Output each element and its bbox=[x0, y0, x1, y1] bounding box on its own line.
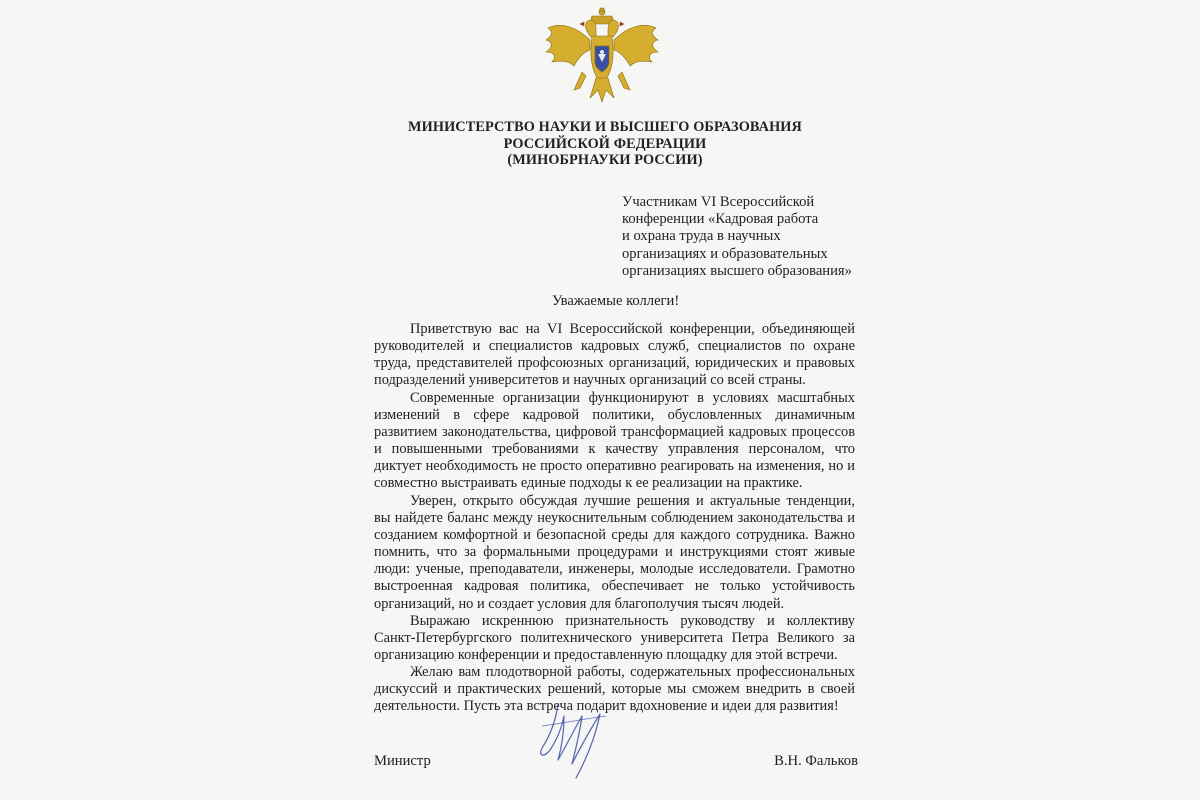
salutation: Уважаемые коллеги! bbox=[552, 293, 680, 309]
body-paragraph: Приветствую вас на VI Всероссийской конференции, объединяющей руководителей и специалистов кадровых служб, специалистов по охране труда, представителей профсоюзных организаций, юридических и правовых подразделений университетов и научных организаций со всей страны. bbox=[374, 321, 855, 389]
addressee-line: организациях высшего образования» bbox=[622, 262, 852, 279]
letter-body bbox=[374, 321, 855, 716]
addressee-block bbox=[622, 194, 882, 280]
body-paragraph: Уверен, открыто обсуждая лучшие решения и актуальные тенденции, вы найдете баланс между неукоснительным соблюдением законодательства и созданием комфортной и безопасной среды для каждого сотрудника. Важно помнить, что за формальными процедурами и инструкциями стоят живые люди: ученые, преподаватели, инженеры, молодые исследователи. Грамотно выстроенная кадровая политика, обеспечивает не только устойчивость организаций, но и создает условия для благополучия тысяч людей. bbox=[374, 492, 855, 612]
addressee-line: организациях и образовательных bbox=[622, 245, 828, 262]
handwritten-signature bbox=[528, 686, 618, 782]
body-paragraph: Выражаю искреннюю признательность руководству и коллективу Санкт-Петербургского политехнического университета Петра Великого за организацию конференции и предоставленную площадку для этой встречи. bbox=[374, 612, 855, 663]
ministry-header bbox=[395, 119, 815, 169]
double-headed-eagle-emblem-icon bbox=[540, 6, 664, 106]
addressee-line: и охрана труда в научных bbox=[622, 228, 781, 245]
ministry-country-line: РОССИЙСКОЙ ФЕДЕРАЦИИ bbox=[503, 135, 707, 152]
signatory-name: В.Н. Фальков bbox=[774, 753, 858, 769]
ministry-name-line: МИНИСТЕРСТВО НАУКИ И ВЫСШЕГО ОБРАЗОВАНИЯ bbox=[408, 119, 802, 135]
ministry-abbreviation-line: (МИНОБРНАУКИ РОССИИ) bbox=[507, 152, 703, 169]
body-paragraph: Современные организации функционируют в условиях масштабных изменений в сфере кадровой политики, обусловленных динамичным развитием законодательства, цифровой трансформацией кадровых процессов и повышенными требованиями к качеству управления персоналом, что диктует необходимость не просто оперативно реагировать на изменения, но и совместно выстраивать единые подходы к ее реализации на практике. bbox=[374, 389, 855, 492]
addressee-line: Участникам VI Всероссийской bbox=[622, 194, 815, 210]
signatory-title: Министр bbox=[374, 753, 431, 769]
body-paragraph: Желаю вам плодотворной работы, содержательных профессиональных дискуссий и практических решений, которые мы сможем внедрить в своей деятельности. Пусть эта встреча подарит вдохновение и идеи для развития! bbox=[374, 664, 855, 715]
addressee-line: конференции «Кадровая работа bbox=[622, 211, 819, 228]
